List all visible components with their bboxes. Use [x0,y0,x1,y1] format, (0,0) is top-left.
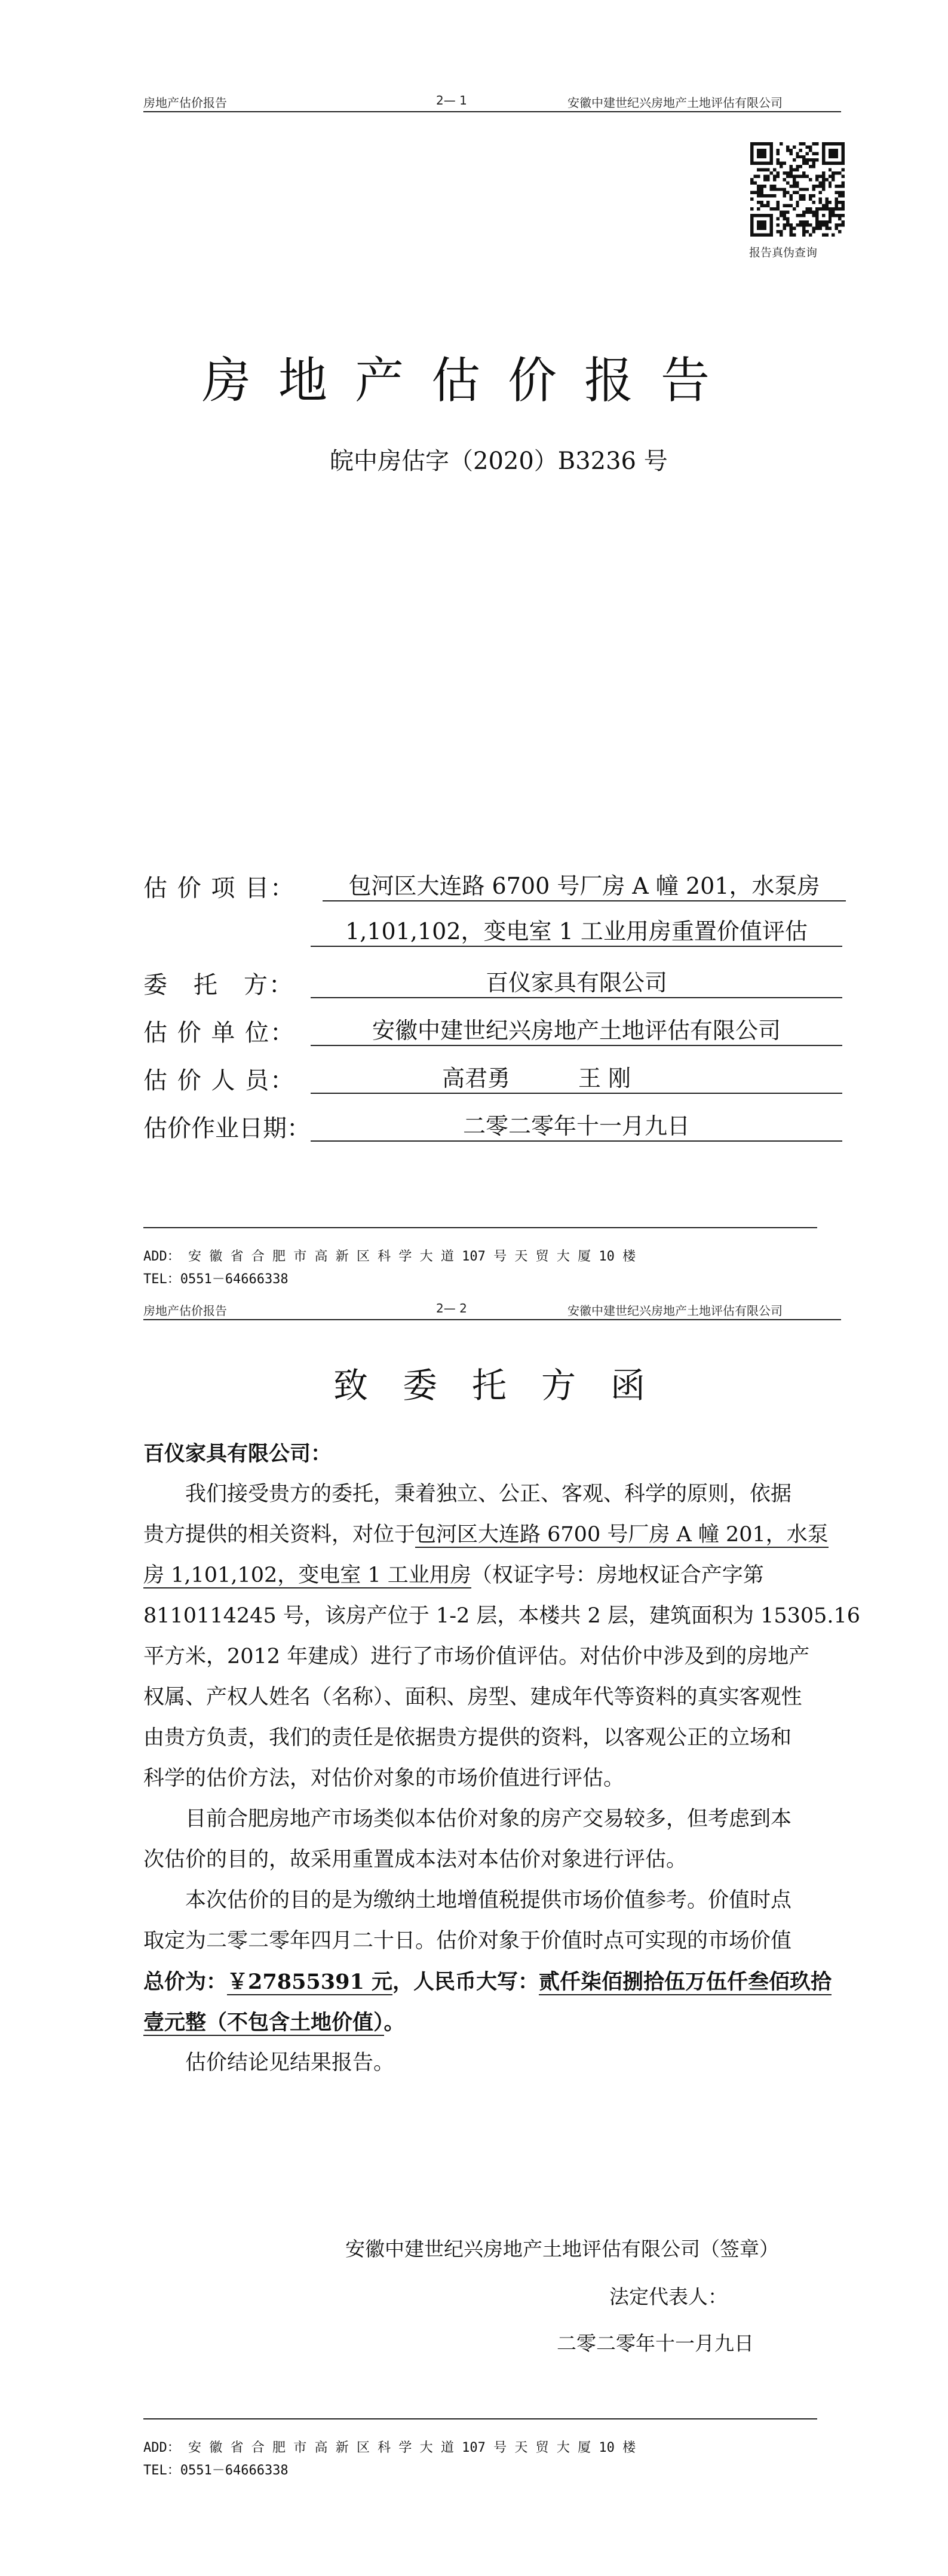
appraiser-org-label: 估 价 单 位： [143,1019,296,1047]
para2-line2: 次估价的目的，故采用重置成本法对本估价对象进行评估。 [143,1848,688,1872]
report-title: 房地产估价报告 [202,352,738,409]
project-value-line1: 包河区大连路 6700 号厂房 A 幢 201，水泵房 [323,867,846,901]
page2-header-rule [143,1319,841,1320]
appraiser-org-value: 安徽中建世纪兴房地产土地评估有限公司 [311,1012,842,1046]
page2-header-right: 安徽中建世纪兴房地产土地评估有限公司 [567,1304,783,1318]
salutation: 百仪家具有限公司： [143,1442,332,1466]
para3-line4 [143,2012,405,2033]
total-price-label: 总价为： [143,1970,228,1994]
rmb-uppercase-value-cont: 壹元整（不包含土地价值） [143,2010,384,2035]
qr-caption: 报告真伪查询 [749,246,818,259]
para3-line3 [143,1971,832,1992]
rmb-uppercase-value: 贰仟柒佰捌拾伍万伍仟叁佰玖拾 [539,1970,832,1994]
page1-header-page: 2— 1 [436,93,467,108]
project-value-line2: 1,101,102，变电室 1 工业用房重置价值评估 [311,913,842,947]
total-price-value: ￥27855391 元 [227,1970,393,1994]
page1-header-right: 安徽中建世纪兴房地产土地评估有限公司 [567,96,783,110]
para1-line3 [143,1565,764,1586]
para3-end: 。 [384,2010,405,2035]
page2-footer-tel: TEL：0551－64666338 [143,2463,289,2478]
para1-line2-text: 贵方提供的相关资料，对位于 [143,1523,416,1547]
page1-footer-address: ADD： 安 徽 省 合 肥 市 高 新 区 科 学 大 道 107 号 天 贸 大 厦 10 楼 [143,1249,636,1264]
rmb-uppercase-label: ，人民币大写： [392,1970,539,1994]
para1-line1: 我们接受贵方的委托，秉着独立、公正、客观、科学的原则，依据 [185,1482,792,1506]
document-number: 皖中房估字（2020）B3236 号 [330,447,668,475]
page2-footer-address: ADD： 安 徽 省 合 肥 市 高 新 区 科 学 大 道 107 号 天 贸 大 厦 10 楼 [143,2440,636,2455]
para1-line5: 平方米，2012 年建成）进行了市场价值评估。对估价中涉及到的房地产 [143,1645,810,1669]
qr-code-icon [750,142,845,237]
para1-line2 [143,1525,829,1545]
para1-line3-text: （权证字号：房地权证合产字第 [471,1563,764,1587]
work-date-value: 二零二零年十一月九日 [311,1108,842,1142]
appraisers-value: 高君勇 王 刚 [311,1060,842,1094]
project-label: 估 价 项 目： [143,875,296,902]
para1-line6: 权属、产权人姓名（名称）、面积、房型、建成年代等资料的真实客观性 [143,1685,802,1709]
letter-title: 致委托方函 [333,1365,680,1406]
page1-header-rule [143,111,841,112]
para3-line2: 取定为二零二零年四月二十日。估价对象于价值时点可实现的市场价值 [143,1929,792,1953]
para1-line4: 8110114245 号，该房产位于 1-2 层，本楼共 2 层，建筑面积为 15305.16 [143,1604,861,1628]
client-label: 委 托 方： [143,971,294,999]
signature-rep: 法定代表人： [609,2285,728,2308]
page2-header-left: 房地产估价报告 [143,1304,227,1318]
signature-date: 二零二零年十一月九日 [557,2332,754,2355]
work-date-label: 估价作业日期： [143,1115,311,1142]
property-address-underlined-cont: 房 1,101,102，变电室 1 工业用房 [143,1563,471,1587]
appraisers-label: 估 价 人 员： [143,1067,296,1094]
property-address-underlined: 包河区大连路 6700 号厂房 A 幢 201，水泵 [415,1523,829,1547]
para4: 估价结论见结果报告。 [185,2051,395,2075]
para1-line7: 由贵方负责，我们的责任是依据贵方提供的资料，以客观公正的立场和 [143,1726,792,1750]
para1-line8: 科学的估价方法，对估价对象的市场价值进行评估。 [143,1767,625,1790]
para3-line1: 本次估价的目的是为缴纳土地增值税提供市场价值参考。价值时点 [185,1888,792,1912]
client-value: 百仪家具有限公司 [311,964,842,998]
signature-company: 安徽中建世纪兴房地产土地评估有限公司（签章） [345,2237,779,2261]
page1-header-left: 房地产估价报告 [143,96,227,110]
page1-footer-rule [143,1227,817,1228]
page1-footer-tel: TEL：0551－64666338 [143,1272,289,1287]
page2-footer-rule [143,2418,817,2419]
para2-line1: 目前合肥房地产市场类似本估价对象的房产交易较多，但考虑到本 [185,1807,792,1831]
page2-header-page: 2— 2 [436,1301,467,1315]
